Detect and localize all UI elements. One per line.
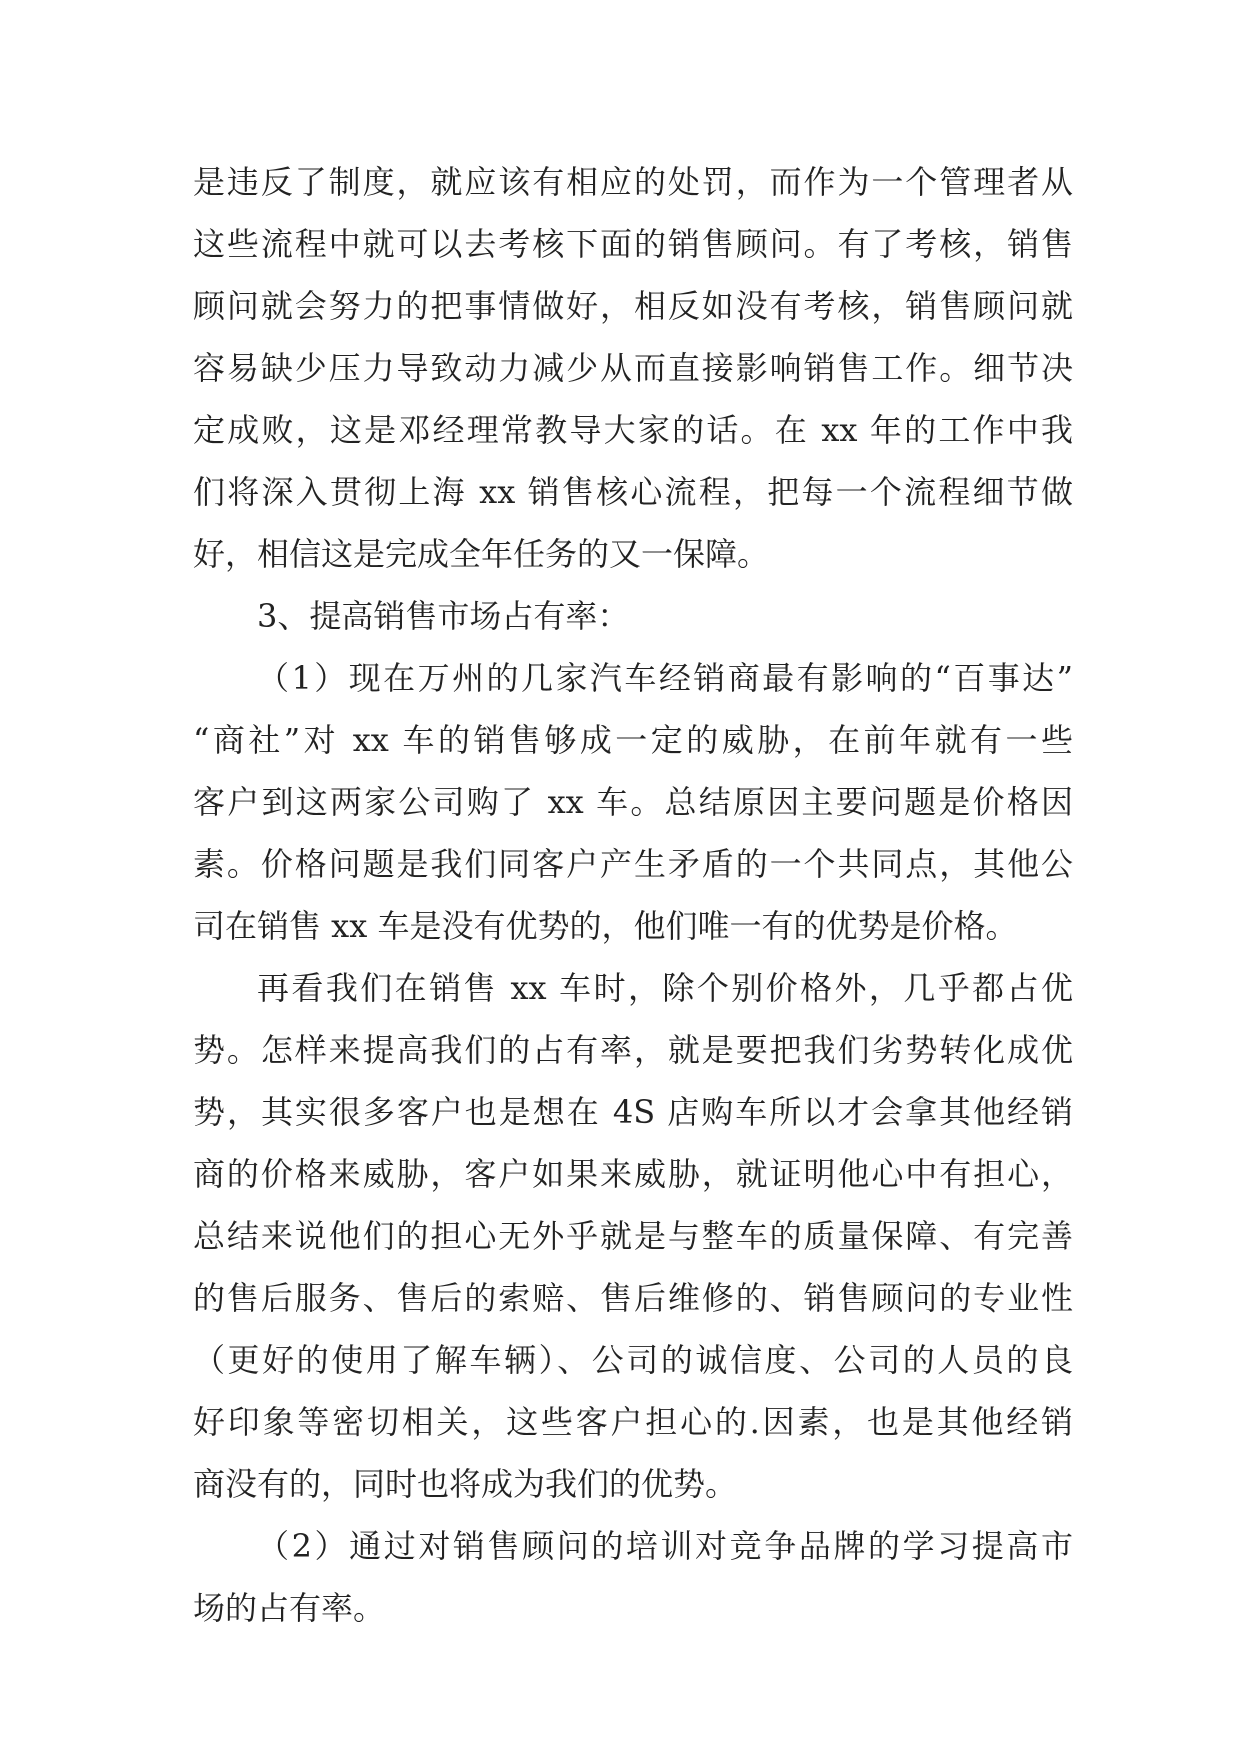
- text-line: 是违反了制度，就应该有相应的处罚，而作为一个管理者从: [193, 163, 1073, 201]
- text-line: 客户到这两家公司购了 xx 车。总结原因主要问题是价格因: [193, 783, 1073, 821]
- text-line: 这些流程中就可以去考核下面的销售顾问。有了考核，销售: [193, 225, 1073, 263]
- text-line: 势。怎样来提高我们的占有率，就是要把我们劣势转化成优: [193, 1031, 1073, 1069]
- text-line: 商的价格来威胁，客户如果来威胁，就证明他心中有担心，: [193, 1155, 1073, 1193]
- document-body: [193, 151, 1073, 1639]
- text-line: 好印象等密切相关，这些客户担心的.因素，也是其他经销: [193, 1403, 1073, 1441]
- text-line: （2）通过对销售顾问的培训对竞争品牌的学习提高市: [257, 1527, 1073, 1565]
- text-line: 们将深入贯彻上海 xx 销售核心流程，把每一个流程细节做: [193, 473, 1073, 511]
- text-line: 素。价格问题是我们同客户产生矛盾的一个共同点，其他公: [193, 845, 1073, 883]
- text-line: 总结来说他们的担心无外乎就是与整车的质量保障、有完善: [193, 1217, 1073, 1255]
- text-line: 场的占有率。: [193, 1589, 386, 1627]
- paragraph-5: [193, 1515, 1073, 1639]
- paragraph-2-heading: [193, 585, 1073, 647]
- text-line: 好，相信这是完成全年任务的又一保障。: [193, 535, 770, 573]
- text-line: 商没有的，同时也将成为我们的优势。: [193, 1465, 738, 1503]
- text-line: 定成败，这是邓经理常教导大家的话。在 xx 年的工作中我: [193, 411, 1073, 449]
- text-line: 再看我们在销售 xx 车时，除个别价格外，几乎都占优: [257, 969, 1073, 1007]
- text-line: 顾问就会努力的把事情做好，相反如没有考核，销售顾问就: [193, 287, 1073, 325]
- text-line: （1）现在万州的几家汽车经销商最有影响的“百事达”: [257, 659, 1073, 697]
- text-line: （更好的使用了解车辆）、公司的诚信度、公司的人员的良: [193, 1341, 1073, 1379]
- section-heading: 3、提高销售市场占有率：: [257, 597, 630, 635]
- text-line: 容易缺少压力导致动力减少从而直接影响销售工作。细节决: [193, 349, 1073, 387]
- paragraph-1: [193, 151, 1073, 585]
- paragraph-3: [193, 647, 1073, 957]
- paragraph-4: [193, 957, 1073, 1515]
- text-line: 的售后服务、售后的索赔、售后维修的、销售顾问的专业性: [193, 1279, 1073, 1317]
- text-line: “商社”对 xx 车的销售够成一定的威胁，在前年就有一些: [193, 721, 1073, 759]
- text-line: 势，其实很多客户也是想在 4S 店购车所以才会拿其他经销: [193, 1093, 1073, 1131]
- text-line: 司在销售 xx 车是没有优势的，他们唯一有的优势是价格。: [193, 907, 1018, 945]
